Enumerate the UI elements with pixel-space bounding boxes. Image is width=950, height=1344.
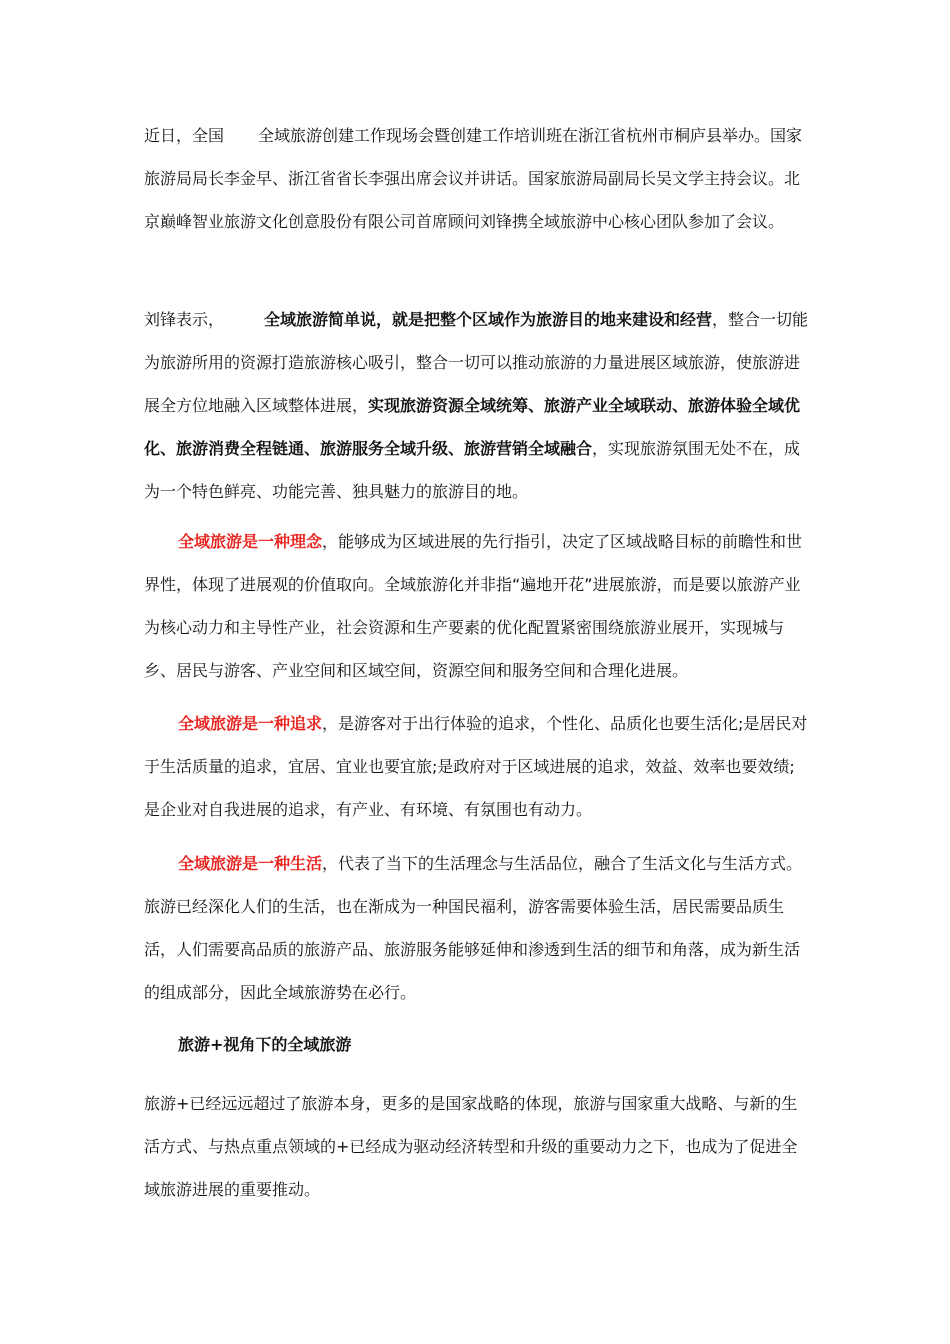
pursuit-heading: 全域旅游是一种追求: [178, 714, 323, 733]
liufeng-text-2: ，整合一切能为旅游所用的资源打造旅游核心吸引，整合一切可以推动旅游的力量进展区域旅游，使旅游进展全方位地融入区域整体进展，: [144, 310, 809, 415]
pursuit-text: ，是游客对于出行体验的追求，个性化、品质化也要生活化;是居民对于生活质量的追求，宜居、宜业也要宜旅;是政府对于区域进展的追求，效益、效率也要效绩;是企业对自我进展的追求，有产业、有环境、有氛围也有动力。: [144, 714, 808, 819]
liufeng-text-1: 刘锋表示，: [144, 310, 225, 329]
paragraph-liufeng: [144, 298, 810, 513]
concept-heading: 全域旅游是一种理念: [178, 532, 323, 551]
paragraph-tourism-plus: [144, 1082, 810, 1211]
section-heading-text: 旅游+视角下的全域旅游: [178, 1035, 352, 1054]
concept-text: ，能够成为区域进展的先行指引，决定了区域战略目标的前瞻性和世界性，体现了进展观的价值取向。全域旅游化并非指“遍地开花”进展旅游，而是要以旅游产业为核心动力和主导性产业，社会资源和生产要素的优化配置紧密围绕旅游业展开，实现城与乡、居民与游客、产业空间和区域空间，资源空间和服务空间和合理化进展。: [144, 532, 803, 680]
tourism-plus-text: 旅游+已经远远超过了旅游本身，更多的是国家战略的体现，旅游与国家重大战略、与新的生活方式、与热点重点领域的+已经成为驱动经济转型和升级的重要动力之下，也成为了促进全域旅游进展的重要推动。: [144, 1094, 798, 1199]
liufeng-bold-1: 全域旅游简单说，就是把整个区域作为旅游目的地来建设和经营: [264, 310, 713, 329]
paragraph-concept: [144, 520, 810, 692]
intro-text-1: 近日，全国: [144, 126, 225, 145]
life-text: ，代表了当下的生活理念与生活品位，融合了生活文化与生活方式。旅游已经深化人们的生活，也在渐成为一种国民福利，游客需要体验生活，居民需要品质生活，人们需要高品质的旅游产品、旅游服务能够延伸和渗透到生活的细节和角落，成为新生活的组成部分，因此全域旅游势在必行。: [144, 854, 803, 1002]
paragraph-life: [144, 842, 810, 1014]
section-heading: [144, 1023, 810, 1066]
intro-text-2: 全域旅游创建工作现场会暨创建工作培训班在浙江省杭州市桐庐县举办。国家旅游局局长李金早、浙江省省长李强出席会议并讲话。国家旅游局副局长吴文学主持会议。北京巅峰智业旅游文化创意股份有限公司首席顾问刘锋携全域旅游中心核心团队参加了会议。: [144, 126, 803, 231]
paragraph-pursuit: [144, 702, 810, 831]
paragraph-intro: [144, 114, 810, 243]
liufeng-bold-2: 实现旅游资源全域统筹、旅游产业全域联动、旅游体验全域优化、旅游消费全程链通、旅游服务全域升级、旅游营销全域融合: [144, 396, 801, 458]
liufeng-text-3: ，实现旅游氛围无处不在，成为一个特色鲜亮、功能完善、独具魅力的旅游目的地。: [144, 439, 801, 501]
life-heading: 全域旅游是一种生活: [178, 854, 323, 873]
